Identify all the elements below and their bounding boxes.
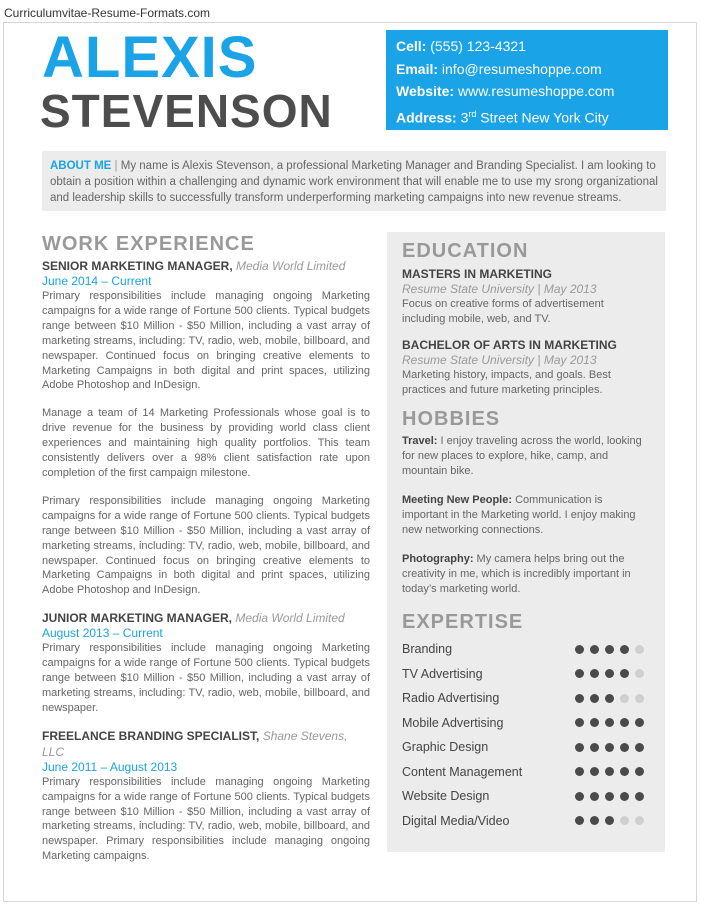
rating-dot-filled <box>590 694 599 703</box>
address-number: 3 <box>460 109 469 126</box>
work-experience-section <box>42 233 370 864</box>
skill-rating <box>575 792 644 801</box>
contact-address <box>396 103 658 129</box>
skill-name: Content Management <box>402 764 523 779</box>
rating-dot-filled <box>575 718 584 727</box>
hobby-text: My camera helps bring out the creativity in me, which is incredibly important in today’s marketing world. <box>402 553 631 595</box>
expertise-row <box>402 735 650 760</box>
hobby-item <box>402 493 650 538</box>
skill-name: Website Design <box>402 789 490 804</box>
email-label: Email: <box>396 60 439 77</box>
hobby-text: I enjoy traveling across the world, looking for new places to explore, hike, camp, and mountain bike. <box>402 435 642 477</box>
job-description: Manage a team of 14 Marketing Professionals whose goal is to drive revenue for the business by providing world class client experiences and maintaining high quality portfolios. This team consistently delivers over a 98% client satisfaction rate upon completion of the first campaign milestone. <box>42 407 370 479</box>
contact-website <box>396 80 658 103</box>
hobby-item <box>402 434 650 479</box>
hobbies-title: HOBBIES <box>402 408 501 430</box>
rating-dot-filled <box>605 767 614 776</box>
rating-dot-filled <box>575 645 584 654</box>
watermark: Curriculumvitae-Resume-Formats.com <box>4 6 211 20</box>
expertise-list <box>402 637 650 833</box>
rating-dot-filled <box>605 645 614 654</box>
rating-dot-filled <box>620 669 629 678</box>
skill-rating <box>575 669 644 678</box>
last-name: STEVENSON <box>40 85 333 137</box>
job-description: Primary responsibilities include managing ongoing Marketing campaigns for a wide range of Fortune 500 clients. Typical budgets range between $10 Million - $50 Million, including a vast array of marketing streams, including: TV, radio, web, mobile, billboard, and newspaper. Primary responsibilities include managing ongoing Marketing campaigns. <box>42 775 370 863</box>
hobby-item <box>402 552 650 597</box>
job-title <box>42 610 370 626</box>
expertise-row <box>402 711 650 736</box>
job-title-text: JUNIOR MARKETING MANAGER, <box>42 611 233 626</box>
rating-dot-filled <box>620 767 629 776</box>
skill-name: Branding <box>402 642 453 657</box>
rating-dot-filled <box>575 816 584 825</box>
job-description: Primary responsibilities include managing ongoing Marketing campaigns for a wide range of Fortune 500 clients. Typical budgets range between $10 Million - $50 Million, including a vast array of marketing streams, including: TV, radio, web, mobile, billboard, and newspaper. <box>42 642 370 714</box>
expertise-row <box>402 784 650 809</box>
first-name: ALEXIS <box>42 25 258 90</box>
skill-rating <box>575 645 644 654</box>
work-experience-title: WORK EXPERIENCE <box>42 233 255 255</box>
rating-dot-filled <box>620 792 629 801</box>
school-name: Resume State University | May 2013 <box>402 282 597 296</box>
rating-dot-filled <box>635 792 644 801</box>
hobby-label: Travel: <box>402 435 438 447</box>
job-title <box>42 258 370 274</box>
contact-email <box>396 58 658 81</box>
rating-dot-filled <box>575 743 584 752</box>
rating-dot-filled <box>605 669 614 678</box>
rating-dot-filled <box>590 669 599 678</box>
skill-name: Radio Advertising <box>402 691 500 706</box>
hobby-text: Communication is important in the Marketing world. I enjoy making new networking connections. <box>402 494 636 536</box>
expertise-row <box>402 809 650 834</box>
rating-dot-filled <box>620 718 629 727</box>
job-title-text: SENIOR MARKETING MANAGER, <box>42 259 233 273</box>
rating-dot-filled <box>590 743 599 752</box>
rating-dot-filled <box>575 767 584 776</box>
job-description: Primary responsibilities include managing ongoing Marketing campaigns for a wide range of Fortune 500 clients. Typical budgets range between $10 Million - $50 Million, including a vast array of marketing streams, including: TV, radio, web, mobile, billboard, and newspaper. Continued focus on bringing creative elements to Marketing Campaigns in both digital and print spaces, utilizing Adobe Photoshop and InDesign. <box>42 290 370 392</box>
expertise-title: EXPERTISE <box>402 611 524 633</box>
about-separator: | <box>114 160 118 172</box>
rating-dot-filled <box>605 694 614 703</box>
expertise-row <box>402 662 650 687</box>
rating-dot-empty <box>635 669 644 678</box>
skill-rating <box>575 743 644 752</box>
skill-name: Digital Media/Video <box>402 813 510 828</box>
skill-name: TV Advertising <box>402 666 483 681</box>
rating-dot-filled <box>590 767 599 776</box>
about-me-section <box>42 151 666 211</box>
degree-title: BACHELOR OF ARTS IN MARKETING <box>402 338 617 352</box>
about-me-text: My name is Alexis Stevenson, a professional Marketing Manager and Branding Specialist. I am looking to obtain a position within a challenging and dynamic work environment that will enable me to use my srong organizational and leadership skills to successfully transform underperforming marketing campaigns into new revenue streams. <box>50 160 658 204</box>
cell-label: Cell: <box>396 38 427 54</box>
rating-dot-filled <box>605 718 614 727</box>
rating-dot-empty <box>635 816 644 825</box>
rating-dot-filled <box>590 816 599 825</box>
expertise-row <box>402 760 650 785</box>
rating-dot-filled <box>620 645 629 654</box>
rating-dot-empty <box>620 816 629 825</box>
rating-dot-filled <box>590 718 599 727</box>
job-dates: June 2014 – Current <box>42 274 152 288</box>
skill-rating <box>575 718 644 727</box>
address-street: Street New York City <box>476 109 609 126</box>
rating-dot-filled <box>635 743 644 752</box>
education-description: Marketing history, impacts, and goals. Best practices and future marketing principles. <box>402 369 611 396</box>
degree-title: MASTERS IN MARKETING <box>402 267 552 281</box>
contact-box <box>386 30 668 130</box>
job-dates: August 2013 – Current <box>42 626 163 641</box>
address-label: Address: <box>396 109 457 126</box>
job-company: Shane Stevens, LLC <box>42 728 348 759</box>
rating-dot-filled <box>635 767 644 776</box>
rating-dot-filled <box>635 718 644 727</box>
about-me-label: ABOUT ME <box>50 160 112 172</box>
rating-dot-filled <box>575 669 584 678</box>
sidebar-panel <box>387 232 665 852</box>
education-description: Focus on creative forms of advertisement including mobile, web, and TV. <box>402 298 604 325</box>
expertise-row <box>402 686 650 711</box>
job-title <box>42 728 370 760</box>
rating-dot-filled <box>605 816 614 825</box>
hobby-label: Photography: <box>402 553 474 565</box>
job-description: Primary responsibilities include managing ongoing Marketing campaigns for a wide range of Fortune 500 clients. Typical budgets range between $10 Million - $50 Million, including a vast array of marketing streams, including: TV, radio, web, mobile, billboard, and newspaper. Continued focus on bringing creative elements to Marketing Campaigns in both digital and print spaces, utilizing Adobe Photoshop and InDesign. <box>42 494 370 597</box>
hobby-label: Meeting New People: <box>402 494 513 506</box>
job-dates: June 2011 – August 2013 <box>42 759 178 774</box>
rating-dot-empty <box>635 694 644 703</box>
email-value[interactable]: info@resumeshoppe.com <box>441 60 602 77</box>
skill-rating <box>575 694 644 703</box>
expertise-row <box>402 637 650 662</box>
skill-rating <box>575 816 644 825</box>
skill-rating <box>575 767 644 776</box>
skill-name: Mobile Advertising <box>402 715 504 730</box>
rating-dot-filled <box>575 792 584 801</box>
rating-dot-filled <box>590 645 599 654</box>
rating-dot-filled <box>575 694 584 703</box>
contact-cell <box>396 35 658 58</box>
rating-dot-filled <box>605 792 614 801</box>
cell-value: (555) 123-4321 <box>430 38 526 54</box>
address-suffix: rd <box>468 108 477 119</box>
job-title-text: FREELANCE BRANDING SPECIALIST, <box>42 728 260 743</box>
website-label: Website: <box>396 83 455 99</box>
skill-name: Graphic Design <box>402 740 489 755</box>
job-company: Media World Limited <box>232 611 345 626</box>
school-name: Resume State University | May 2013 <box>402 353 597 367</box>
rating-dot-filled <box>620 743 629 752</box>
rating-dot-empty <box>635 645 644 654</box>
rating-dot-empty <box>620 694 629 703</box>
rating-dot-filled <box>605 743 614 752</box>
education-title: EDUCATION <box>402 240 529 262</box>
job-company: Media World Limited <box>232 259 346 273</box>
rating-dot-filled <box>590 792 599 801</box>
website-value[interactable]: www.resumeshoppe.com <box>457 83 615 99</box>
